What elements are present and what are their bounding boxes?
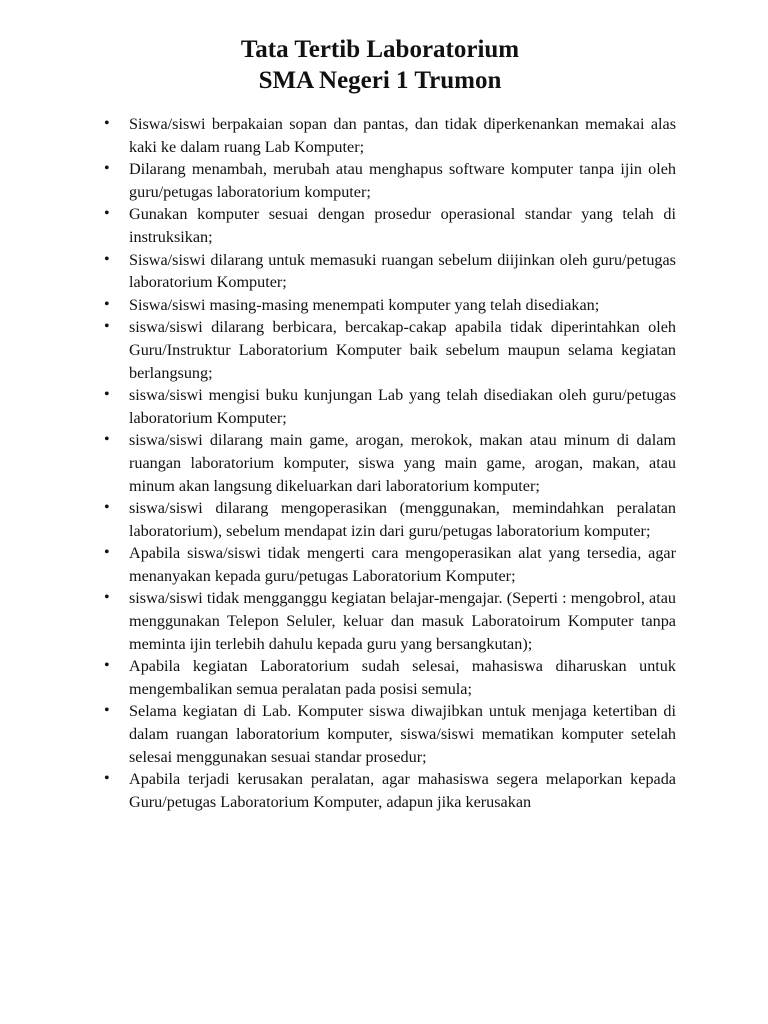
bullet-icon: • [104,770,110,788]
list-item [100,249,676,294]
bullet-icon: • [104,544,110,562]
rule-text: siswa/siswi dilarang mengoperasikan (menggunakan, memindahkan peralatan laboratorium), sebelum mendapat izin dari guru/petugas laboratorium komputer; [129,499,676,540]
rule-text: Selama kegiatan di Lab. Komputer siswa diwajibkan untuk menjaga ketertiban di dalam ruangan laboratorium komputer, siswa/siswi mematikan komputer setelah selesai menggunakan sesuai standar prosedur; [129,702,676,766]
rule-text: siswa/siswi dilarang berbicara, bercakap-cakap apabila tidak diperintahkan oleh Guru/Instruktur Laboratorium Komputer baik sebelum maupun selama kegiatan berlangsung; [129,318,676,382]
bullet-icon: • [104,160,110,178]
bullet-icon: • [104,318,110,336]
rule-text: Dilarang menambah, merubah atau menghapus software komputer tanpa ijin oleh guru/petugas laboratorium komputer; [129,160,676,201]
rule-text: siswa/siswi dilarang main game, arogan, merokok, makan atau minum di dalam ruangan laboratorium komputer, siswa yang main game, arogan, makan, atau minum akan langsung dikeluarkan dari laboratorium komputer; [129,431,676,495]
document-title [0,34,760,96]
bullet-icon: • [104,657,110,675]
list-item [100,700,676,768]
list-item [100,429,676,497]
list-item [100,587,676,655]
list-item [100,655,676,700]
list-item [100,542,676,587]
list-item [100,316,676,384]
list-item [100,203,676,248]
bullet-icon: • [104,702,110,720]
title-line-1: Tata Tertib Laboratorium [240,36,520,63]
list-item [100,384,676,429]
bullet-icon: • [104,431,110,449]
title-line-2: SMA Negeri 1 Trumon [258,67,502,94]
list-item [100,768,676,813]
rule-text: Apabila kegiatan Laboratorium sudah selesai, mahasiswa diharuskan untuk mengembalikan semua peralatan pada posisi semula; [129,657,676,698]
bullet-icon: • [104,295,110,313]
rule-text: Gunakan komputer sesuai dengan prosedur operasional standar yang telah di instruksikan; [129,205,676,246]
rule-text: Apabila siswa/siswi tidak mengerti cara mengoperasikan alat yang tersedia, agar menanyakan kepada guru/petugas Laboratorium Komputer; [129,544,676,585]
rule-text: Siswa/siswi berpakaian sopan dan pantas, dan tidak diperkenankan memakai alas kaki ke dalam ruang Lab Komputer; [129,115,676,156]
rule-text: Siswa/siswi dilarang untuk memasuki ruangan sebelum diijinkan oleh guru/petugas laboratorium Komputer; [129,250,676,292]
bullet-icon: • [104,499,110,517]
bullet-icon: • [104,386,110,404]
rule-text: Apabila terjadi kerusakan peralatan, agar mahasiswa segera melaporkan kepada Guru/petugas Laboratorium Komputer, adapun jika kerusakan [129,770,676,811]
rule-text: siswa/siswi tidak mengganggu kegiatan belajar-mengajar. (Seperti : mengobrol, atau menggunakan Telepon Seluler, keluar dan masuk Laboratoirum Komputer tanpa meminta ijin terlebih dahulu kepada guru yang bersangkutan); [129,589,676,653]
list-item [100,294,676,317]
list-item [100,113,676,158]
bullet-icon: • [104,589,110,607]
rules-list [100,113,676,813]
bullet-icon: • [104,115,110,132]
rule-text: Siswa/siswi masing-masing menempati komputer yang telah disediakan; [129,295,600,314]
list-item [100,497,676,542]
bullet-icon: • [104,205,110,223]
list-item [100,158,676,203]
bullet-icon: • [104,250,110,268]
rule-text: siswa/siswi mengisi buku kunjungan Lab yang telah disediakan oleh guru/petugas laboratorium Komputer; [129,386,676,427]
